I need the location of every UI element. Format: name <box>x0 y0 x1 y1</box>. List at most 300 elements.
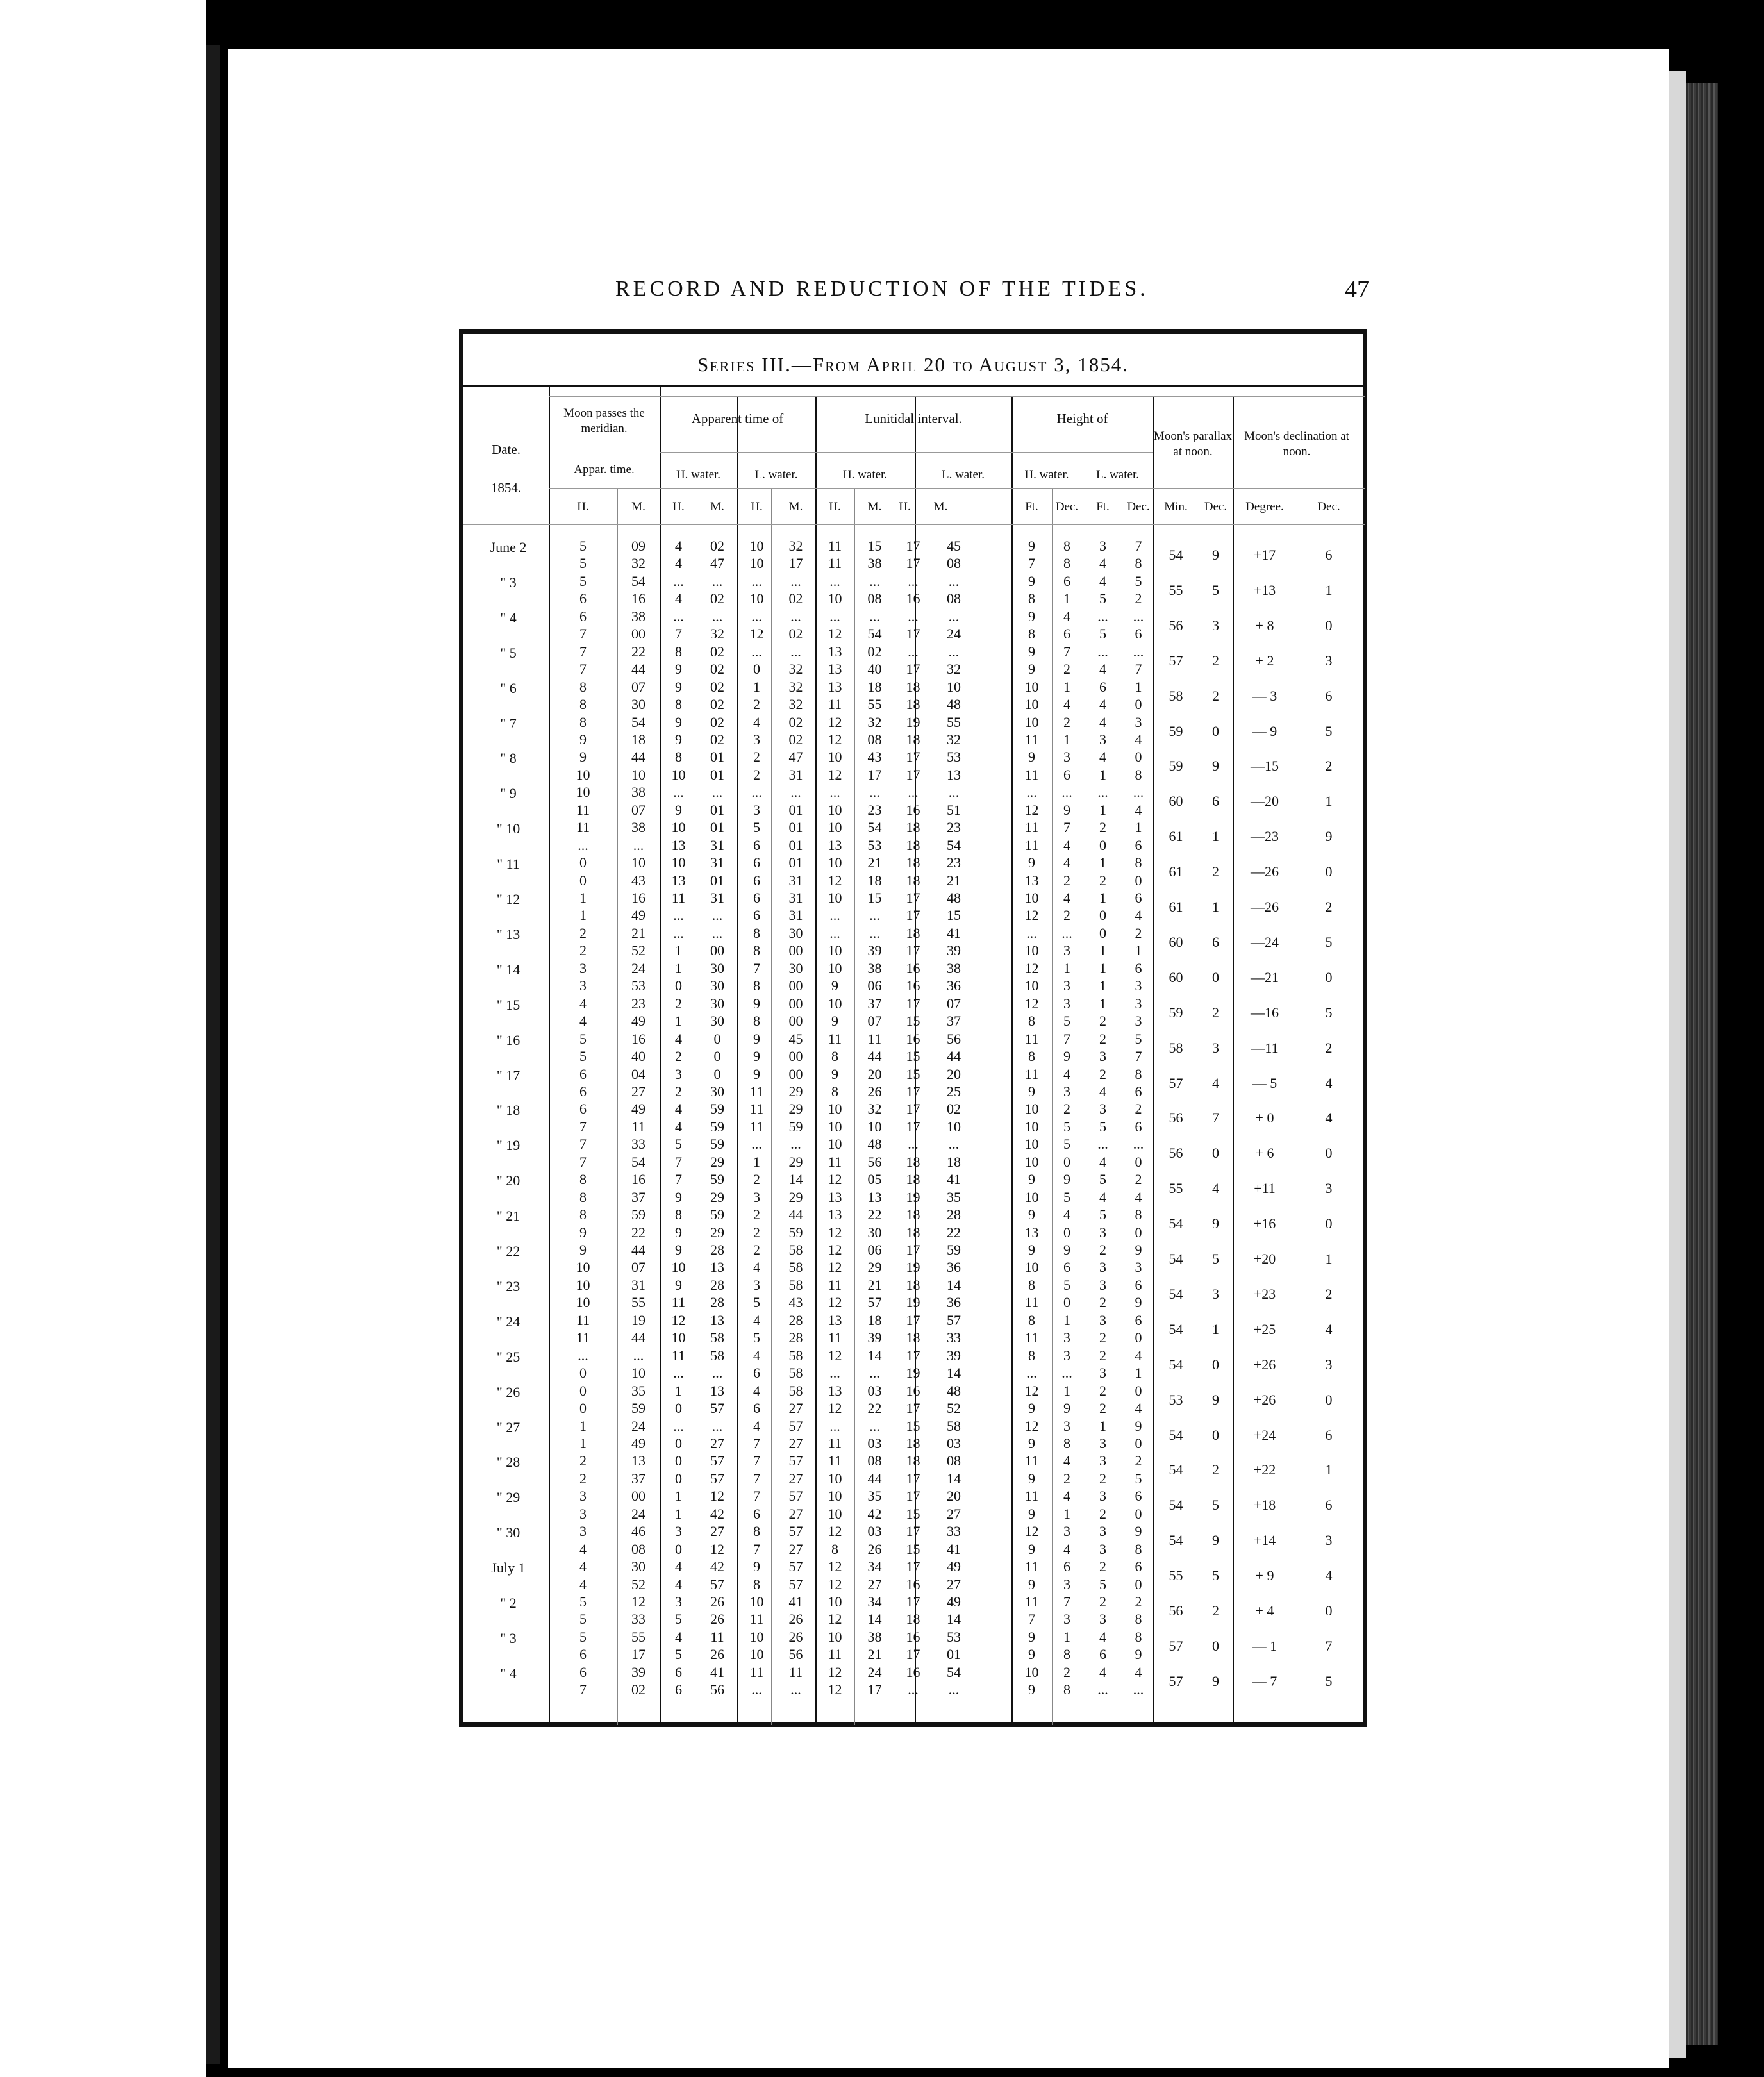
table-cell: 3 <box>1063 1576 1070 1592</box>
table-cell: 9 <box>675 801 682 818</box>
table-cell: 1 <box>1099 960 1106 976</box>
table-cell: ... <box>790 1136 801 1153</box>
table-cell: 2 <box>753 1242 760 1258</box>
date-cell: " 24 <box>496 1313 520 1330</box>
table-cell: ... <box>711 907 723 924</box>
table-cell: 1 <box>675 1488 682 1505</box>
table-cell: 2 <box>579 924 587 941</box>
table-cell: 12 <box>1024 907 1039 924</box>
declination-degree-cell: +25 <box>1253 1321 1276 1337</box>
table-cell: 12 <box>828 1347 842 1364</box>
table-cell: ... <box>948 572 960 589</box>
table-cell: 13 <box>1024 1224 1039 1240</box>
table-cell: 7 <box>675 1153 682 1170</box>
table-cell: 6 <box>1099 1646 1106 1663</box>
table-cell: 59 <box>788 1224 803 1240</box>
table-cell: 4 <box>1135 907 1142 924</box>
table-cell: 13 <box>671 837 686 853</box>
declination-degree-cell: —16 <box>1251 1004 1279 1021</box>
declination-dec-cell: 2 <box>1325 758 1333 774</box>
table-cell: 37 <box>947 1013 961 1030</box>
table-cell: ... <box>1133 643 1144 660</box>
table-cell: 7 <box>1063 1030 1070 1047</box>
table-cell: 8 <box>675 749 682 765</box>
table-cell: 12 <box>671 1312 686 1328</box>
table-cell: 9 <box>1063 1400 1070 1417</box>
table-cell: 12 <box>828 1294 842 1311</box>
unit-label: H. <box>829 500 841 513</box>
table-cell: ... <box>829 1417 840 1434</box>
parallax-min-cell: 54 <box>1169 1285 1183 1302</box>
table-cell: 1 <box>579 907 587 924</box>
declination-degree-cell: +14 <box>1253 1532 1276 1549</box>
table-cell: 36 <box>947 978 961 994</box>
table-cell: 10 <box>576 1276 590 1293</box>
table-cell: 9 <box>675 1242 682 1258</box>
table-cell: 8 <box>831 1048 838 1065</box>
table-cell: 0 <box>1135 1224 1142 1240</box>
table-cell: ... <box>948 784 960 801</box>
declination-degree-cell: +18 <box>1253 1497 1276 1514</box>
table-cell: 13 <box>828 1312 842 1328</box>
table-cell: 12 <box>828 1576 842 1592</box>
declination-degree-cell: — 9 <box>1252 722 1277 739</box>
table-cell: 12 <box>1024 1523 1039 1540</box>
table-cell: 11 <box>1024 1065 1039 1082</box>
header-rule <box>549 396 1365 397</box>
table-cell: 35 <box>867 1488 882 1505</box>
table-cell: 26 <box>788 1628 803 1645</box>
table-cell: 28 <box>788 1330 803 1346</box>
table-cell: 13 <box>828 1206 842 1223</box>
declination-degree-cell: + 6 <box>1255 1145 1274 1162</box>
table-cell: 00 <box>631 1488 645 1505</box>
header-rule <box>549 488 1365 489</box>
table-cell: 32 <box>947 731 961 747</box>
table-cell: 8 <box>831 1540 838 1557</box>
declination-dec-cell: 1 <box>1325 581 1333 598</box>
parallax-min-cell: 54 <box>1169 1532 1183 1549</box>
table-cell: 6 <box>1063 1259 1070 1276</box>
table-cell: ... <box>673 1417 684 1434</box>
table-cell: 07 <box>631 801 645 818</box>
table-cell: 02 <box>788 713 803 730</box>
table-cell: 14 <box>788 1171 803 1188</box>
table-cell: 8 <box>1028 1013 1035 1030</box>
date-cell: " 2 <box>500 1595 517 1611</box>
table-cell: ... <box>1061 1365 1072 1381</box>
table-cell: 10 <box>828 890 842 906</box>
tide-table <box>459 329 1367 1727</box>
table-cell: 5 <box>579 1628 587 1645</box>
table-cell: ... <box>673 572 684 589</box>
table-cell: 10 <box>671 766 686 783</box>
table-cell: 1 <box>1063 731 1070 747</box>
table-cell: 54 <box>867 819 882 836</box>
table-cell: ... <box>829 924 840 941</box>
table-cell: 17 <box>906 626 920 642</box>
table-cell: 32 <box>947 661 961 678</box>
table-cell: 03 <box>867 1523 882 1540</box>
table-cell: 13 <box>631 1453 645 1469</box>
table-cell: 6 <box>1063 1558 1070 1575</box>
table-cell: 29 <box>788 1101 803 1117</box>
declination-dec-cell: 5 <box>1325 722 1333 739</box>
table-cell: 13 <box>828 678 842 695</box>
table-cell: 54 <box>631 572 645 589</box>
table-cell: 1 <box>1099 801 1106 818</box>
date-cell: " 11 <box>497 856 520 872</box>
table-cell: 2 <box>579 942 587 959</box>
table-cell: 47 <box>788 749 803 765</box>
table-cell: 12 <box>749 626 764 642</box>
table-cell: 1 <box>1063 1382 1070 1399</box>
table-cell: 32 <box>788 678 803 695</box>
table-cell: 39 <box>947 1347 961 1364</box>
table-cell: 16 <box>906 1628 920 1645</box>
table-cell: 1 <box>675 1505 682 1522</box>
table-cell: 4 <box>1135 1347 1142 1364</box>
parallax-min-cell: 54 <box>1169 1356 1183 1372</box>
table-cell: 9 <box>675 1276 682 1293</box>
table-cell: 24 <box>947 626 961 642</box>
table-cell: 01 <box>788 855 803 871</box>
declination-dec-cell: 2 <box>1325 1285 1333 1302</box>
table-cell: 13 <box>710 1382 724 1399</box>
table-cell: 15 <box>947 907 961 924</box>
table-cell: 58 <box>947 1417 961 1434</box>
table-cell: 9 <box>579 1224 587 1240</box>
table-cell: 32 <box>788 661 803 678</box>
table-cell: ... <box>829 608 840 624</box>
table-cell: 2 <box>1135 1594 1142 1610</box>
table-cell: 4 <box>675 1030 682 1047</box>
table-cell: 11 <box>828 1276 842 1293</box>
table-cell: 9 <box>1028 1242 1035 1258</box>
table-cell: 52 <box>947 1400 961 1417</box>
table-cell: ... <box>711 784 723 801</box>
table-cell: 2 <box>579 1470 587 1487</box>
table-cell: 02 <box>867 643 882 660</box>
gutter-shadow <box>206 45 220 2064</box>
parallax-dec-cell: 0 <box>1212 1637 1219 1654</box>
table-cell: 6 <box>1099 678 1106 695</box>
table-cell: 55 <box>947 713 961 730</box>
table-cell: 5 <box>1063 1136 1070 1153</box>
declination-dec-cell: 2 <box>1325 899 1333 915</box>
table-cell: 7 <box>1135 1048 1142 1065</box>
table-cell: 41 <box>947 1171 961 1188</box>
table-cell: 53 <box>947 749 961 765</box>
declination-dec-cell: 6 <box>1325 547 1333 563</box>
table-cell: 29 <box>788 1083 803 1099</box>
table-cell: 9 <box>1028 855 1035 871</box>
table-cell: 9 <box>1028 1470 1035 1487</box>
table-cell: 6 <box>579 1664 587 1680</box>
table-cell: 10 <box>1024 1153 1039 1170</box>
table-cell: ... <box>711 1365 723 1381</box>
table-cell: 54 <box>631 713 645 730</box>
table-cell: 44 <box>631 1242 645 1258</box>
parallax-min-cell: 60 <box>1169 933 1183 950</box>
table-cell: 33 <box>947 1330 961 1346</box>
table-cell: 4 <box>753 1312 760 1328</box>
table-cell: 30 <box>710 995 724 1012</box>
table-cell: 18 <box>867 872 882 888</box>
table-cell: 4 <box>579 995 587 1012</box>
table-cell: 4 <box>675 1558 682 1575</box>
table-cell: 3 <box>1099 1048 1106 1065</box>
table-cell: 28 <box>710 1294 724 1311</box>
parallax-min-cell: 54 <box>1169 1321 1183 1337</box>
table-cell: 17 <box>906 766 920 783</box>
parallax-min-cell: 56 <box>1169 1145 1183 1162</box>
table-cell: 17 <box>906 1347 920 1364</box>
table-cell: ... <box>711 924 723 941</box>
parallax-dec-cell: 4 <box>1212 1180 1219 1197</box>
table-cell: 38 <box>867 555 882 572</box>
table-cell: 04 <box>631 1065 645 1082</box>
table-cell: 8 <box>1135 855 1142 871</box>
table-cell: 24 <box>631 960 645 976</box>
table-cell: 17 <box>906 1488 920 1505</box>
table-cell: 44 <box>631 661 645 678</box>
table-cell: 0 <box>675 1453 682 1469</box>
table-cell: 03 <box>867 1382 882 1399</box>
table-cell: 2 <box>1063 907 1070 924</box>
table-cell: 13 <box>1024 872 1039 888</box>
table-cell: 11 <box>828 538 842 554</box>
table-cell: 3 <box>675 1065 682 1082</box>
table-cell: 58 <box>788 1242 803 1258</box>
table-cell: 42 <box>867 1505 882 1522</box>
table-cell: 57 <box>710 1453 724 1469</box>
table-cell: 3 <box>1099 1453 1106 1469</box>
table-cell: 02 <box>710 643 724 660</box>
table-cell: 14 <box>867 1611 882 1628</box>
table-cell: 24 <box>631 1505 645 1522</box>
table-cell: 10 <box>576 784 590 801</box>
table-cell: 5 <box>1063 1118 1070 1135</box>
table-cell: 8 <box>753 924 760 941</box>
table-cell: 29 <box>788 1189 803 1205</box>
table-cell: 6 <box>753 907 760 924</box>
parallax-dec-cell: 0 <box>1212 1145 1219 1162</box>
parallax-dec-cell: 6 <box>1212 793 1219 810</box>
table-cell: 42 <box>710 1558 724 1575</box>
table-cell: 2 <box>1099 819 1106 836</box>
table-cell: 27 <box>947 1576 961 1592</box>
table-cell: 3 <box>579 1488 587 1505</box>
table-cell: 32 <box>788 538 803 554</box>
table-cell: 48 <box>947 696 961 713</box>
table-cell: 31 <box>710 855 724 871</box>
table-cell: 8 <box>1028 1312 1035 1328</box>
table-cell: 3 <box>1099 538 1106 554</box>
table-cell: 58 <box>788 1382 803 1399</box>
table-cell: 4 <box>1099 572 1106 589</box>
table-cell: 18 <box>947 1153 961 1170</box>
declination-degree-cell: —20 <box>1251 793 1279 810</box>
table-cell: 11 <box>1024 819 1039 836</box>
table-cell: 15 <box>867 890 882 906</box>
table-cell: 11 <box>749 1664 764 1680</box>
table-cell: 31 <box>788 872 803 888</box>
table-cell: 10 <box>631 855 645 871</box>
table-cell: 34 <box>867 1594 882 1610</box>
parallax-dec-cell: 2 <box>1212 1004 1219 1021</box>
table-cell: 10 <box>671 1259 686 1276</box>
table-cell: 12 <box>828 1171 842 1188</box>
parallax-min-cell: 54 <box>1169 547 1183 563</box>
parallax-dec-cell: 9 <box>1212 1215 1219 1232</box>
table-cell: 18 <box>906 1435 920 1451</box>
parallax-dec-cell: 7 <box>1212 1110 1219 1126</box>
table-cell: 4 <box>1063 608 1070 624</box>
table-cell: 09 <box>631 538 645 554</box>
table-cell: 6 <box>1135 1083 1142 1099</box>
declination-dec-cell: 3 <box>1325 652 1333 669</box>
table-cell: 6 <box>753 837 760 853</box>
table-cell: 6 <box>675 1681 682 1698</box>
table-cell: 6 <box>579 1646 587 1663</box>
table-cell: ... <box>869 924 880 941</box>
table-cell: 4 <box>753 713 760 730</box>
declination-degree-cell: — 1 <box>1252 1637 1277 1654</box>
table-cell: 9 <box>831 1065 838 1082</box>
declination-dec-cell: 0 <box>1325 863 1333 880</box>
height-h-water-header: H. water. <box>1024 468 1069 481</box>
parallax-dec-cell: 5 <box>1212 1497 1219 1514</box>
declination-degree-cell: +13 <box>1253 581 1276 598</box>
table-cell: 21 <box>867 1646 882 1663</box>
table-cell: 38 <box>867 960 882 976</box>
table-cell: 29 <box>867 1259 882 1276</box>
table-cell: 3 <box>753 731 760 747</box>
table-cell: 12 <box>828 766 842 783</box>
table-cell: 27 <box>788 1470 803 1487</box>
table-cell: 11 <box>576 819 590 836</box>
table-cell: 57 <box>788 1523 803 1540</box>
table-cell: 2 <box>1063 713 1070 730</box>
table-cell: 9 <box>675 678 682 695</box>
table-cell: 39 <box>631 1664 645 1680</box>
table-cell: 4 <box>675 538 682 554</box>
table-cell: 11 <box>576 1330 590 1346</box>
parallax-min-cell: 61 <box>1169 828 1183 845</box>
table-cell: 10 <box>1024 1664 1039 1680</box>
date-cell: " 12 <box>496 891 520 907</box>
table-cell: 15 <box>906 1417 920 1434</box>
year-header: 1854. <box>490 480 522 496</box>
table-cell: ... <box>711 1417 723 1434</box>
unit-label: M. <box>710 500 724 513</box>
table-cell: 9 <box>1028 1646 1035 1663</box>
table-cell: 0 <box>1135 696 1142 713</box>
table-cell: 10 <box>671 819 686 836</box>
table-cell: 23 <box>631 995 645 1012</box>
table-cell: 0 <box>1063 1294 1070 1311</box>
declination-degree-cell: — 7 <box>1252 1672 1277 1689</box>
table-cell: 0 <box>1135 872 1142 888</box>
table-cell: 5 <box>1135 572 1142 589</box>
table-cell: 2 <box>1135 590 1142 607</box>
table-cell: 17 <box>906 942 920 959</box>
table-cell: 7 <box>579 643 587 660</box>
table-cell: 18 <box>906 1276 920 1293</box>
table-cell: 9 <box>1028 1576 1035 1592</box>
table-cell: 3 <box>1063 942 1070 959</box>
table-cell: ... <box>948 1681 960 1698</box>
table-cell: 0 <box>579 855 587 871</box>
table-cell: 37 <box>631 1470 645 1487</box>
table-cell: 6 <box>753 872 760 888</box>
table-cell: ... <box>1097 1136 1108 1153</box>
table-cell: 11 <box>576 801 590 818</box>
table-cell: 52 <box>631 942 645 959</box>
table-cell: 22 <box>867 1400 882 1417</box>
table-cell: 1 <box>579 890 587 906</box>
header-rule <box>463 385 1365 387</box>
table-cell: 32 <box>867 713 882 730</box>
table-cell: 52 <box>631 1576 645 1592</box>
table-cell: 5 <box>1099 1171 1106 1188</box>
table-cell: 38 <box>631 819 645 836</box>
table-cell: 35 <box>631 1382 645 1399</box>
table-cell: 4 <box>675 590 682 607</box>
table-cell: 3 <box>1063 978 1070 994</box>
table-cell: 08 <box>947 555 961 572</box>
table-cell: 7 <box>1135 661 1142 678</box>
declination-dec-cell: 0 <box>1325 1391 1333 1408</box>
unit-label: H. <box>577 500 589 513</box>
table-cell: 1 <box>675 1013 682 1030</box>
table-cell: 7 <box>675 1171 682 1188</box>
table-cell: 4 <box>1099 1189 1106 1205</box>
table-cell: 0 <box>1135 1153 1142 1170</box>
table-cell: 57 <box>788 1417 803 1434</box>
table-cell: 2 <box>1099 872 1106 888</box>
declination-degree-cell: + 8 <box>1255 617 1274 633</box>
table-cell: 49 <box>631 1435 645 1451</box>
table-cell: 5 <box>753 1330 760 1346</box>
table-cell: 17 <box>906 907 920 924</box>
table-cell: 6 <box>1135 1276 1142 1293</box>
table-cell: 10 <box>576 766 590 783</box>
table-cell: 27 <box>788 1505 803 1522</box>
table-cell: 2 <box>1099 1030 1106 1047</box>
table-cell: 13 <box>828 661 842 678</box>
table-cell: 4 <box>1099 749 1106 765</box>
table-cell: 27 <box>710 1523 724 1540</box>
moon-passes-header: Moon passes the meridian. <box>563 406 645 435</box>
table-cell: 28 <box>710 1242 724 1258</box>
parallax-dec-cell: 1 <box>1212 899 1219 915</box>
table-cell: 32 <box>631 555 645 572</box>
table-cell: 5 <box>579 1594 587 1610</box>
table-cell: 18 <box>631 731 645 747</box>
table-cell: 4 <box>1135 1400 1142 1417</box>
table-cell: 16 <box>906 801 920 818</box>
parallax-dec-cell: 0 <box>1212 1426 1219 1443</box>
table-cell: 39 <box>947 942 961 959</box>
table-cell: 18 <box>906 678 920 695</box>
table-cell: 12 <box>631 1594 645 1610</box>
table-cell: 02 <box>710 678 724 695</box>
table-cell: 0 <box>579 1382 587 1399</box>
table-cell: 8 <box>675 1206 682 1223</box>
table-cell: 12 <box>828 1242 842 1258</box>
